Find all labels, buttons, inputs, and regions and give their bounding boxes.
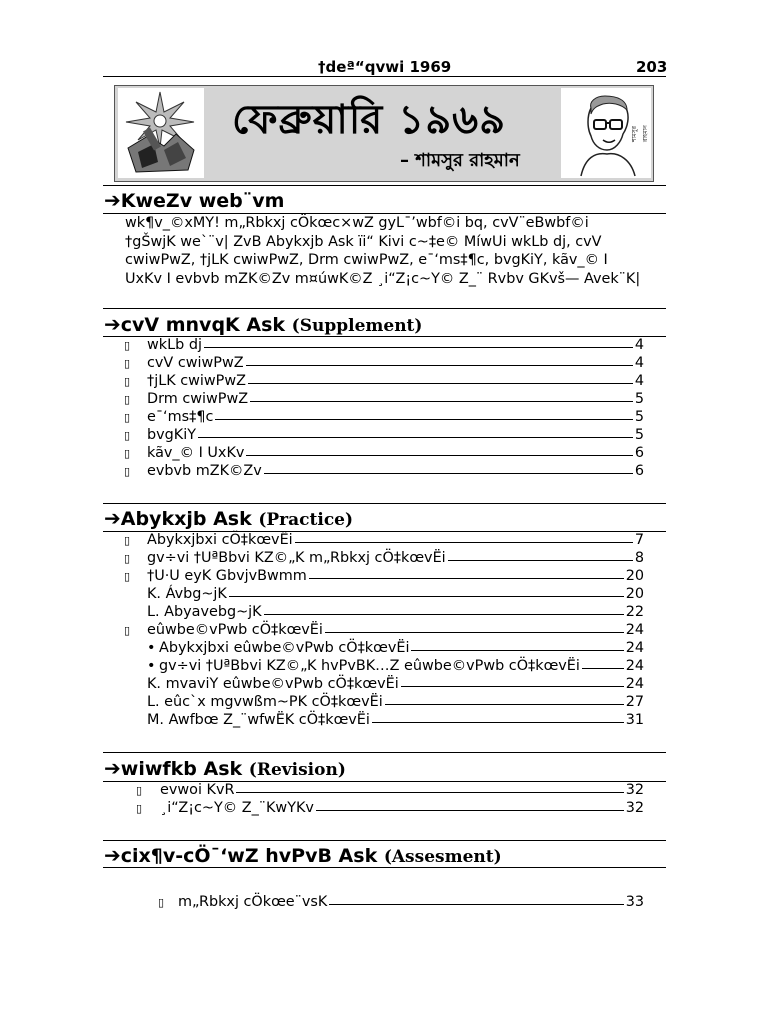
- toc-entry[interactable]: [124, 531, 644, 549]
- bullet-icon: ▯: [124, 447, 131, 460]
- toc-page: 4: [634, 355, 644, 371]
- section-heading-subtitle: (Practice): [258, 510, 354, 530]
- bullet-icon: ▯: [124, 534, 131, 547]
- section-heading-assessment: [104, 843, 502, 867]
- toc-label: kãv_© I UxKv: [147, 445, 245, 461]
- arrow-icon: ➔: [104, 756, 121, 780]
- leader-line: [246, 365, 633, 366]
- toc-entry[interactable]: [124, 444, 644, 462]
- leader-line: [236, 792, 623, 793]
- toc-page: 8: [634, 550, 644, 566]
- chapter-author: – শামসুর রাহমান: [400, 150, 520, 171]
- toc-entry[interactable]: [147, 639, 644, 657]
- section-heading-overview: [104, 188, 284, 212]
- toc-page: 24: [625, 622, 644, 638]
- toc-label: e¯‘ms‡¶c: [147, 409, 214, 425]
- bullet-icon: ▯: [136, 784, 143, 797]
- toc-entry[interactable]: [147, 693, 644, 711]
- toc-page: 24: [625, 676, 644, 692]
- toc-label: Drm cwiwPwZ: [147, 391, 249, 407]
- toc-entry[interactable]: [136, 781, 644, 799]
- toc-label: K. mvaviY eûwbe©vPwb cÖ‡kœvËi: [147, 676, 399, 692]
- toc-label: K. Ávbg~jK: [147, 586, 227, 602]
- leader-line: [401, 686, 624, 687]
- toc-entry[interactable]: [158, 893, 644, 911]
- toc-label: ¸i“Z¡c~Y© Z_¨KwYKv: [160, 800, 314, 816]
- leader-line: [215, 419, 632, 420]
- toc-entry[interactable]: [147, 585, 644, 603]
- toc-entry[interactable]: [124, 621, 644, 639]
- toc-page: 20: [625, 568, 644, 584]
- toc-label: evbvb mZK©Zv: [147, 463, 262, 479]
- section-heading-text: wiwfkb Ask: [120, 758, 243, 780]
- book-emblem-logo: [118, 88, 204, 178]
- bullet-icon: ▯: [124, 465, 131, 478]
- section-heading-supplement: [104, 312, 422, 336]
- toc-page: 5: [634, 427, 644, 443]
- page-number: 203: [636, 58, 668, 76]
- toc-page: 6: [634, 463, 644, 479]
- bullet-icon: ▯: [124, 393, 131, 406]
- bullet-icon: ▯: [136, 802, 143, 815]
- leader-line: [411, 650, 623, 651]
- toc-label: cvV cwiwPwZ: [147, 355, 244, 371]
- toc-label: evwoi KvR: [160, 782, 235, 798]
- author-portrait: [561, 88, 651, 178]
- toc-page: 5: [634, 391, 644, 407]
- toc-page: 6: [634, 445, 644, 461]
- toc-entry[interactable]: [147, 657, 644, 675]
- toc-page: 24: [625, 658, 644, 674]
- bullet-icon: ▯: [124, 339, 131, 352]
- section-heading-text: cvV mnvqK Ask: [120, 314, 286, 336]
- leader-line: [229, 596, 624, 597]
- leader-line: [250, 401, 633, 402]
- toc-page: 31: [625, 712, 644, 728]
- leader-line: [316, 810, 624, 811]
- leader-line: [325, 632, 624, 633]
- leader-line: [264, 614, 624, 615]
- section-heading-revision: [104, 756, 346, 780]
- toc-page: 32: [625, 782, 644, 798]
- bullet-icon: ▯: [124, 624, 131, 637]
- toc-label: m„Rbkxj cÖkœe¨vsK: [178, 894, 328, 910]
- toc-entry[interactable]: [124, 426, 644, 444]
- section-heading-text: cix¶v-cÖ¯‘wZ hvPvB Ask: [120, 845, 378, 867]
- bullet-icon: ▯: [124, 570, 131, 583]
- toc-entry[interactable]: [124, 354, 644, 372]
- intro-line: cwiwPwZ, †jLK cwiwPwZ, Drm cwiwPwZ, e¯‘ms‡¶c, bvgKiY, kãv_© I: [125, 252, 608, 268]
- toc-page: 4: [634, 373, 644, 389]
- leader-line: [295, 542, 633, 543]
- toc-page: 4: [634, 337, 644, 353]
- bullet-icon: ▯: [124, 429, 131, 442]
- section-rule: [103, 840, 666, 841]
- toc-page: 32: [625, 800, 644, 816]
- section-rule: [103, 185, 666, 186]
- arrow-icon: ➔: [104, 312, 121, 336]
- leader-line: [385, 704, 624, 705]
- leader-line: [448, 560, 633, 561]
- arrow-icon: ➔: [104, 188, 121, 212]
- toc-entry[interactable]: [124, 408, 644, 426]
- toc-label: L. eûc`x mgvwßm~PK cÖ‡kœvËi: [147, 694, 383, 710]
- arrow-icon: ➔: [104, 843, 121, 867]
- toc-label: bvgKiY: [147, 427, 197, 443]
- toc-label: wkLb dj: [147, 337, 202, 353]
- bullet-icon: ▯: [124, 375, 131, 388]
- toc-page: 7: [634, 532, 644, 548]
- section-rule: [103, 867, 666, 868]
- section-heading-practice: [104, 506, 353, 530]
- toc-entry[interactable]: [124, 567, 644, 585]
- leader-line: [264, 473, 633, 474]
- toc-entry[interactable]: [147, 675, 644, 693]
- toc-entry[interactable]: [124, 390, 644, 408]
- toc-entry[interactable]: [136, 799, 644, 817]
- portrait-caption: শামসুর রাহমান: [631, 125, 649, 142]
- toc-label: †jLK cwiwPwZ: [147, 373, 246, 389]
- toc-page: 20: [625, 586, 644, 602]
- leader-line: [204, 347, 633, 348]
- section-heading-subtitle: (Assesment): [383, 847, 502, 867]
- intro-paragraph: [125, 214, 665, 288]
- section-heading-subtitle: (Supplement): [291, 316, 423, 336]
- bullet-icon: ▯: [124, 552, 131, 565]
- dot-bullet-icon: •: [147, 640, 156, 656]
- toc-entry[interactable]: [124, 372, 644, 390]
- toc-label: gv÷vi †UªBbvi KZ©„K m„Rbkxj cÖ‡kœvËi: [147, 550, 446, 566]
- running-head-rule: [103, 76, 666, 77]
- toc-label: Abykxjbxi eûwbe©vPwb cÖ‡kœvËi: [159, 640, 410, 656]
- toc-label: †U·U eyK GbvjvBwmm: [147, 568, 307, 584]
- section-rule: [103, 752, 666, 753]
- leader-line: [372, 722, 624, 723]
- section-rule: [103, 308, 666, 309]
- bullet-icon: ▯: [124, 411, 131, 424]
- toc-page: 5: [634, 409, 644, 425]
- intro-line: †gŠwjK we`¨v| ZvB Abykxjb Ask ïi“ Kivi c~‡e© MíwUi wkLb dj, cvV: [125, 233, 602, 250]
- toc-label: M. Awfbœ Z_¨wfwËK cÖ‡kœvËi: [147, 712, 370, 728]
- section-heading-text: KweZv web¨vm: [120, 190, 285, 212]
- section-heading-subtitle: (Revision): [248, 760, 346, 780]
- toc-label: eûwbe©vPwb cÖ‡kœvËi: [147, 622, 323, 638]
- intro-line: wk¶v_©xMY! m„Rbkxj cÖkœc×wZ gyL¯’wbf©i bq, cvV¨eBwbf©i: [125, 215, 589, 231]
- leader-line: [582, 668, 624, 669]
- dot-bullet-icon: •: [147, 658, 156, 674]
- toc-entry[interactable]: [124, 336, 644, 354]
- running-head-title: †deª“qvwi 1969: [318, 58, 452, 76]
- intro-line: UxKv I evbvb mZK©Zv m¤úwK©Z ¸i“Z¡c~Y© Z_¨ Rvbv GKvš— Avek¨K|: [125, 270, 641, 287]
- toc-label: L. Abyavebg~jK: [147, 604, 262, 620]
- toc-label: Abykxjbxi cÖ‡kœvËi: [147, 532, 293, 548]
- toc-page: 33: [625, 894, 644, 910]
- toc-entry[interactable]: [124, 462, 644, 480]
- section-rule: [103, 503, 666, 504]
- leader-line: [309, 578, 624, 579]
- toc-page: 24: [625, 640, 644, 656]
- leader-line: [248, 383, 633, 384]
- leader-line: [329, 904, 623, 905]
- toc-entry[interactable]: [147, 711, 644, 729]
- toc-page: 22: [625, 604, 644, 620]
- toc-entry[interactable]: [124, 549, 644, 567]
- section-heading-text: Abykxjb Ask: [120, 508, 252, 530]
- bullet-icon: ▯: [124, 357, 131, 370]
- arrow-icon: ➔: [104, 506, 121, 530]
- leader-line: [198, 437, 633, 438]
- toc-entry[interactable]: [147, 603, 644, 621]
- chapter-title: ফেব্রুয়ারি ১৯৬৯: [232, 97, 507, 143]
- toc-label: gv÷vi †UªBbvi KZ©„K hvPvBK…Z eûwbe©vPwb cÖ‡kœvËi: [159, 658, 580, 674]
- leader-line: [246, 455, 632, 456]
- bullet-icon: ▯: [158, 896, 165, 909]
- toc-page: 27: [625, 694, 644, 710]
